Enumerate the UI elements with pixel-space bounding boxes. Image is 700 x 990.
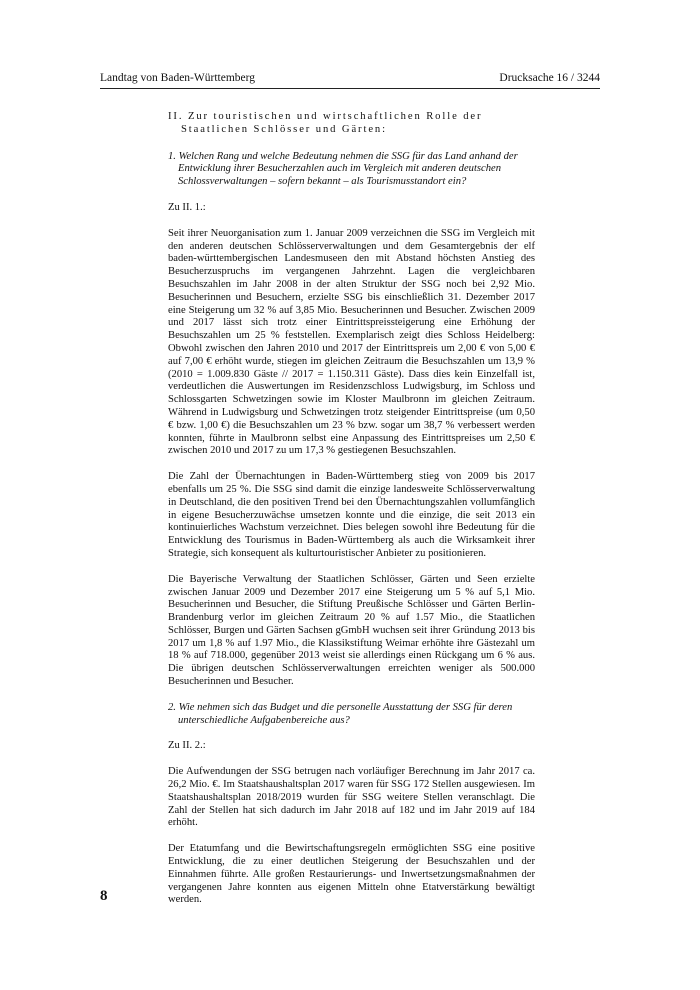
answer-heading-1: Zu II. 1.: [168, 201, 206, 213]
section-title: II. Zur touristischen und wirtschaftlichen Rolle der Staatlichen Schlösser und Gärten: [168, 111, 483, 135]
page-header [100, 72, 600, 89]
answer-heading-2: Zu II. 2.: [168, 740, 206, 752]
question-2: 2. Wie nehmen sich das Budget und die personelle Ausstattung der SSG für deren unterschiedliche Aufgabenbereiche aus? [168, 701, 513, 726]
paragraph-5: Der Etatumfang und die Bewirtschaftungsregeln ermöglichten SSG eine positive Entwicklung, die zu einer deutlichen Steigerung der Besuchszahlen und der Einnahmen führte. Alle großen Restaurierungs- und Inwertsetzungsmaßnahmen der vergangenen Jahre konnten aus eigenen Mitteln ohne Etatverstärkung bewältigt werden. [168, 843, 535, 906]
main-content [168, 111, 535, 920]
question-1: 1. Welchen Rang und welche Bedeutung nehmen die SSG für das Land anhand der Entwicklung ihrer Besucherzahlen auch im Vergleich mit anderen deutschen Schlossverwaltungen – sofern bekannt – als Tourismusstandort ein? [168, 150, 518, 188]
page-number: 8 [100, 888, 108, 904]
paragraph-1: Seit ihrer Neuorganisation zum 1. Januar 2009 verzeichnen die SSG im Vergleich mit den anderen deutschen Schlösserverwaltungen und dem Gesamtergebnis der elf baden-württembergischen Landesmuseen den mit Abstand höchsten Anstieg des Besucherzuspruchs im vergangenen Jahrzehnt. Lagen die vergleichbaren Besuchszahlen im Jahr 2008 in der alten Struktur der SSG noch bei 2,92 Mio. Besucherinnen und Besuchern, erzielte SSG bis einschließlich 31. Dezember 2017 eine Steigerung um 32 % auf 3,85 Mio. Besucherinnen und Besucher. Zwischen 2009 und 2017 lässt sich trotz einer Eintrittspreissteigerung eine Erhöhung der Besuchszahlen um 25 % feststellen. Exemplarisch zeigt dies Schloss Heidelberg: Obwohl zwischen den Jahren 2010 und 2017 der Eintrittspreis um 2,00 € von 5,00 € auf 7,00 € erhöht wurde, stiegen im gleichen Zeitraum die Besuchszahlen um 13,9 % (2010 = 1.009.830 Gäste // 2017 = 1.150.311 Gäste). Dass dies kein Einzelfall ist, verdeutlichen die Auswertungen im Residenzschloss Ludwigsburg, im Schloss und Schlossgarten Schwetzingen sowie im Kloster Maulbronn im gleichen Zeitraum. Während in Ludwigsburg und Schwetzingen trotz steigender Eintrittspreise (um 0,50 € bzw. 1,00 €) die Besuchszahlen um 23 % bzw. sogar um 38,7 % verbessert werden konnten, führte in Maulbronn selbst eine Anpassung des Eintrittspreises um 2,50 € zwischen 2010 und 2017 zu um 17,3 % gestiegenen Besuchszahlen. [168, 227, 535, 457]
paragraph-4: Die Aufwendungen der SSG betrugen nach vorläufiger Berechnung im Jahr 2017 ca. 26,2 Mio. €. Im Staatshaushaltsplan 2017 waren für SSG 172 Stellen ausgewiesen. Im Staatshaushaltsplan 2018/2019 wurden für SSG weitere Stellen veranschlagt. Die Zahl der Stellen hat sich dadurch im Jahr 2018 auf 182 und im Jahr 2019 auf 184 erhöht. [168, 766, 535, 829]
header-document-number: Drucksache 16 / 3244 [499, 72, 600, 84]
header-publisher: Landtag von Baden-Württemberg [100, 72, 255, 84]
paragraph-3: Die Bayerische Verwaltung der Staatlichen Schlösser, Gärten und Seen erzielte zwischen Januar 2009 und Dezember 2017 eine Steigerung um 5 % auf 5,1 Mio. Besucherinnen und Besucher, die Stiftung Preußische Schlösser und Gärten Berlin-Brandenburg verlor im gleichen Zeitraum 20 % auf 1.57 Mio., die Staatlichen Schlösser, Burgen und Gärten Sachsen gGmbH wuchsen seit ihrer Gründung 2013 bis 2017 um 1,8 % auf 1.97 Mio., die Klassikstiftung Weimar erhöhte ihre Gästezahl um 18 % auf 718.000, gegenüber 2013 weist sie allerdings einen Rückgang um 6 % aus. Die übrigen deutschen Schlösserverwaltungen erreichten weniger als 500.000 Besucherinnen und Besucher. [168, 573, 535, 688]
paragraph-2: Die Zahl der Übernachtungen in Baden-Württemberg stieg von 2009 bis 2017 ebenfalls um 25 %. Die SSG sind damit die einzige landesweite Schlösserverwaltung in Deutschland, die den positiven Trend bei den Übernachtungszahlen vollumfänglich in eigene Besucherzuwächse umsetzen konnte und die einzige, die seit 2013 ein kontinuierliches Wachstum verzeichnet. Dies belegen sowohl ihre Bedeutung für die Entwicklung des Tourismus in Baden-Württemberg als auch die Wirksamkeit ihrer Strategie, sich konsequent als kulturtouristischer Anbieter zu positionieren. [168, 471, 535, 559]
